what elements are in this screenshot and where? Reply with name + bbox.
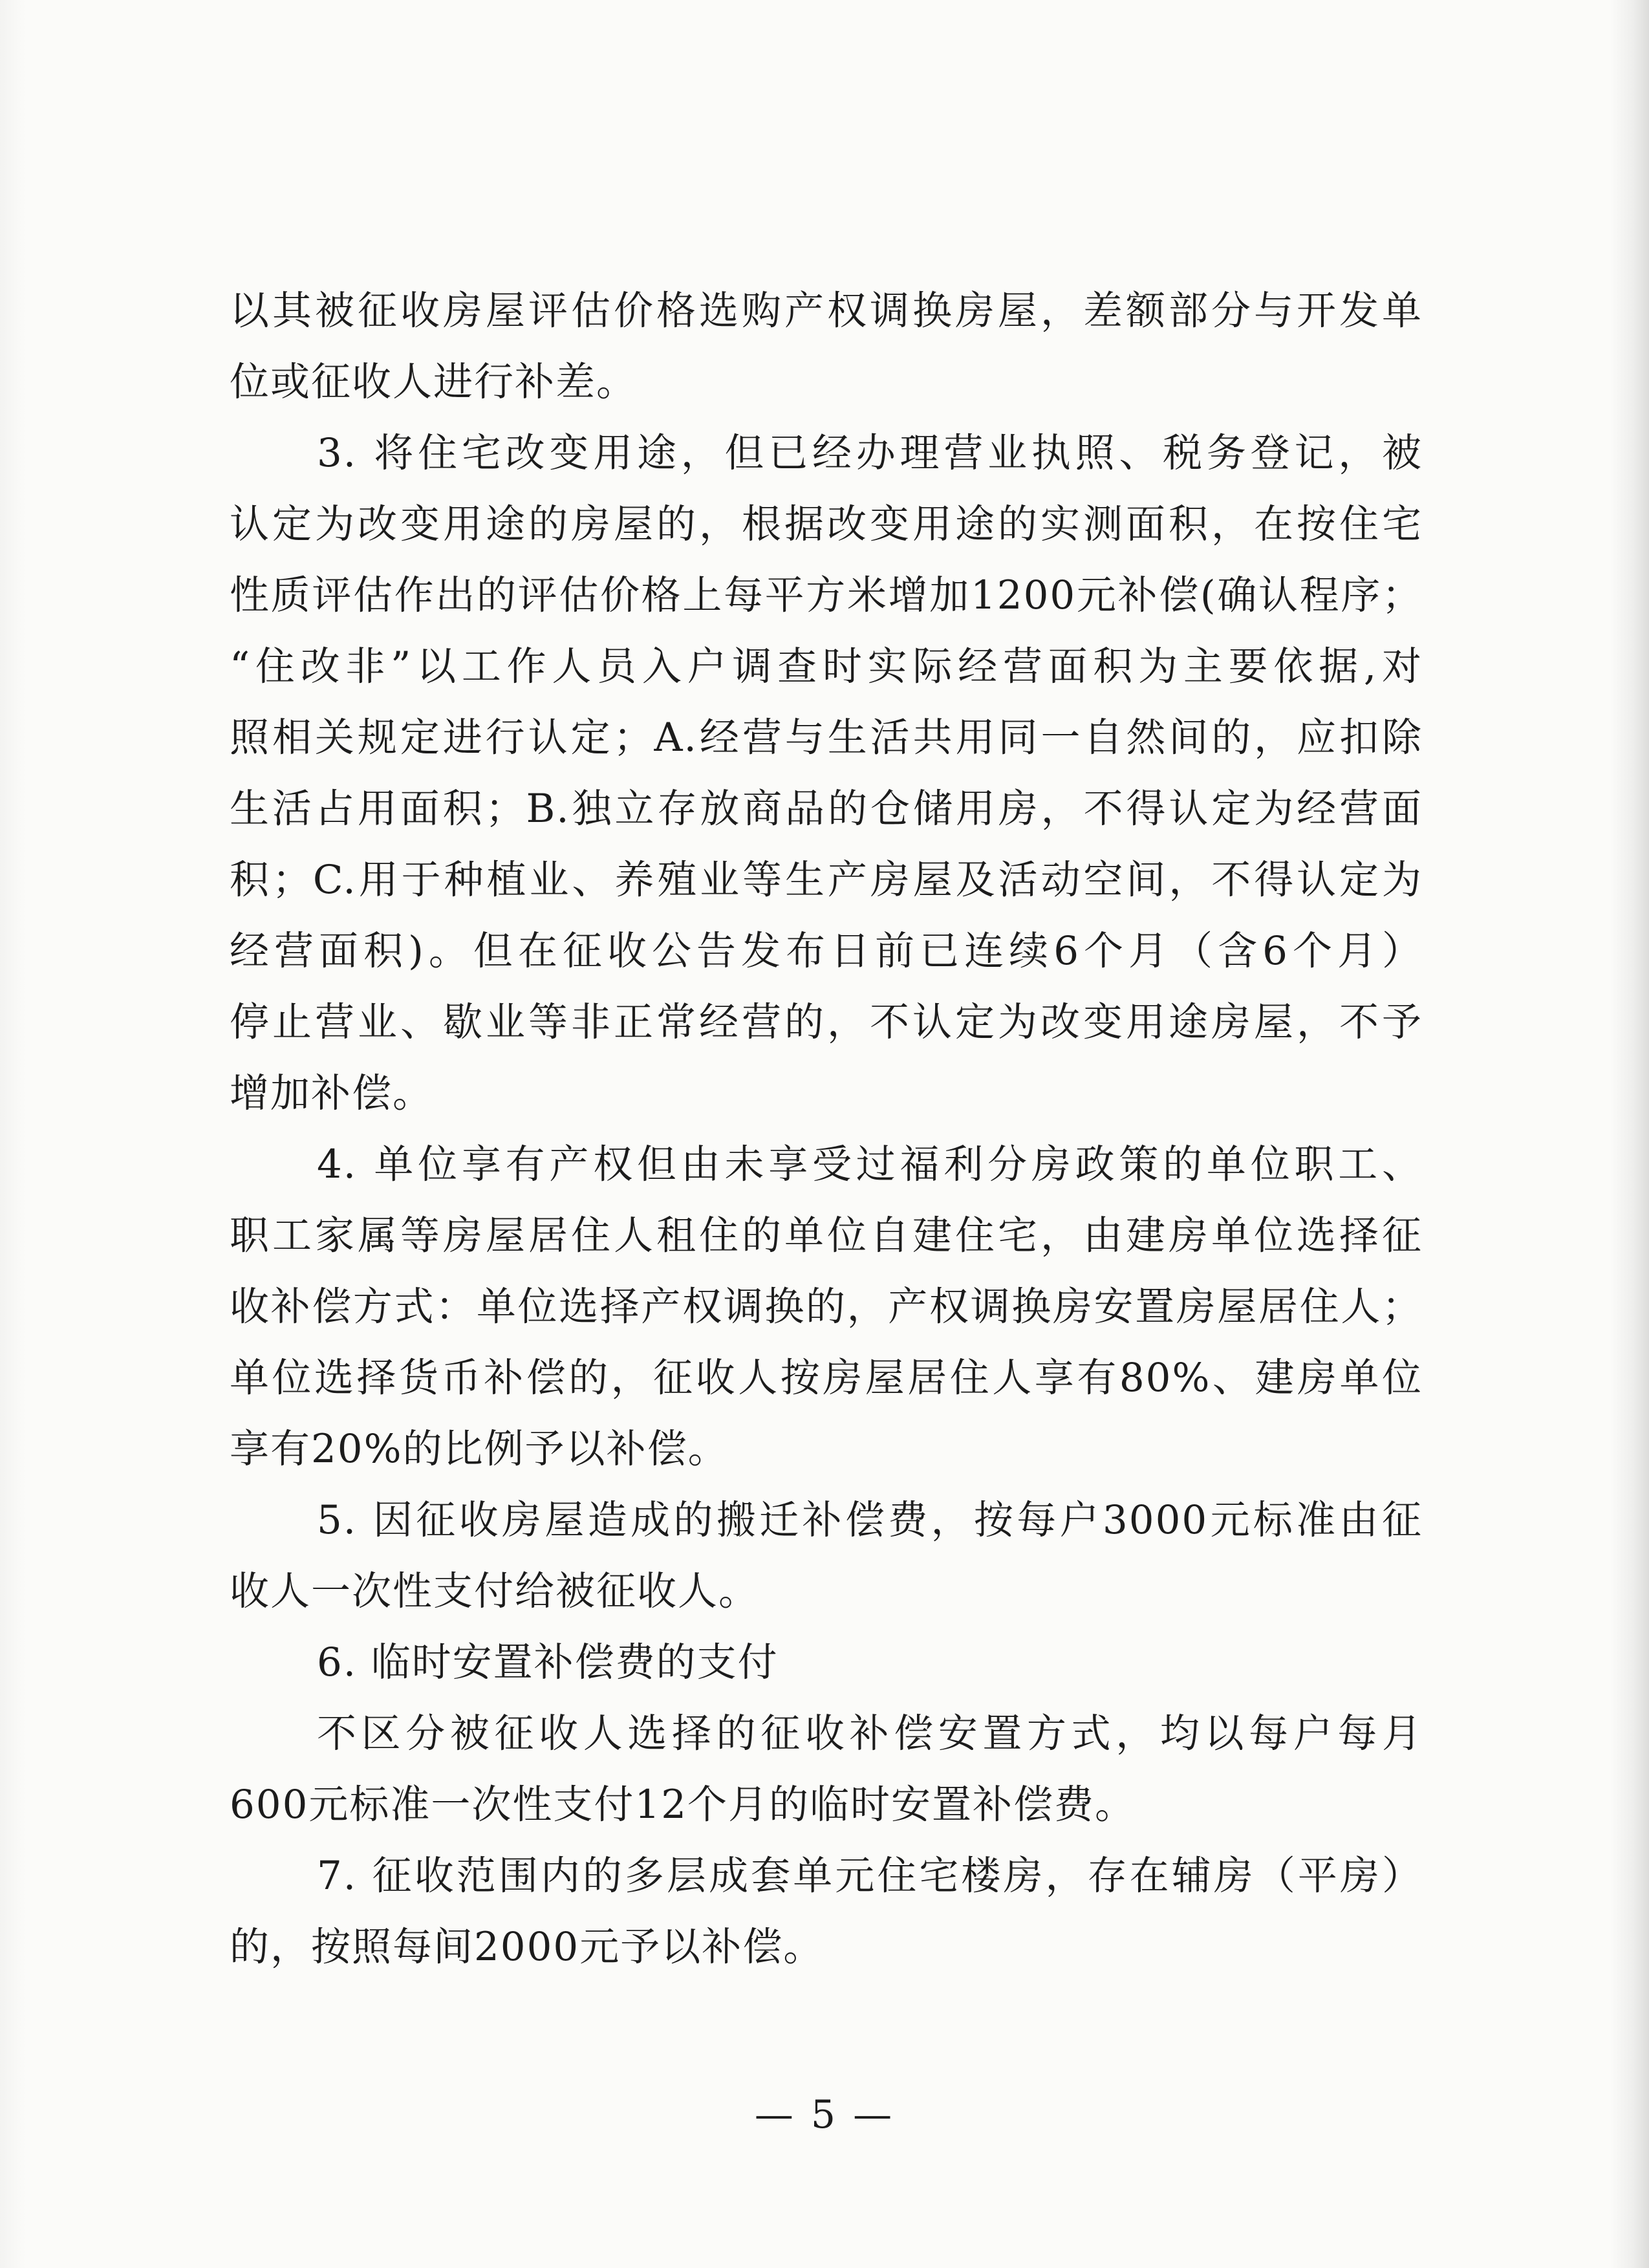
text-line: 性质评估作出的评估价格上每平方米增加1200元补偿(确认程序； (230, 572, 1423, 618)
text-line: 增加补偿。 (230, 1070, 434, 1116)
text-line: 7. 征收范围内的多层成套单元住宅楼房，存在辅房（平房） (317, 1853, 1423, 1899)
page-number: — 5 — (754, 2092, 895, 2137)
text-line: 以其被征收房屋评估价格选购产权调换房屋，差额部分与开发单 (230, 288, 1423, 334)
text-line: 照相关规定进行认定；A.经营与生活共用同一自然间的，应扣除 (230, 715, 1423, 761)
text-line: 职工家属等房屋居住人租住的单位自建住宅，由建房单位选择征 (230, 1213, 1423, 1258)
text-line: 积；C.用于种植业、养殖业等生产房屋及活动空间，不得认定为 (230, 857, 1423, 903)
text-line: “住改非”以工作人员入户调查时实际经营面积为主要依据,对 (230, 643, 1423, 689)
text-line: 经营面积)。但在征收公告发布日前已连续6个月（含6个月） (230, 928, 1423, 974)
text-line: 3. 将住宅改变用途，但已经办理营业执照、税务登记，被 (317, 430, 1423, 476)
text-line: 6. 临时安置补偿费的支付 (317, 1639, 779, 1685)
text-line: 单位选择货币补偿的，征收人按房屋居住人享有80%、建房单位 (230, 1355, 1423, 1401)
text-line: 4. 单位享有产权但由未享受过福利分房政策的单位职工、 (317, 1141, 1423, 1187)
text-line: 收人一次性支付给被征收人。 (230, 1568, 760, 1614)
text-line: 600元标准一次性支付12个月的临时安置补偿费。 (230, 1782, 1136, 1828)
text-line: 收补偿方式：单位选择产权调换的，产权调换房安置房屋居住人； (230, 1284, 1423, 1330)
text-line: 生活占用面积；B.独立存放商品的仓储用房，不得认定为经营面 (230, 786, 1423, 832)
text-line: 享有20%的比例予以补偿。 (230, 1426, 729, 1472)
text-line: 5. 因征收房屋造成的搬迁补偿费，按每户3000元标准由征 (317, 1497, 1423, 1543)
text-line: 位或征收人进行补差。 (230, 359, 638, 405)
text-line: 不区分被征收人选择的征收补偿安置方式，均以每户每月 (317, 1711, 1423, 1756)
text-line: 的，按照每间2000元予以补偿。 (230, 1924, 824, 1970)
text-line: 停止营业、歇业等非正常经营的，不认定为改变用途房屋，不予 (230, 999, 1423, 1045)
text-line: 认定为改变用途的房屋的，根据改变用途的实测面积，在按住宅 (230, 501, 1423, 547)
